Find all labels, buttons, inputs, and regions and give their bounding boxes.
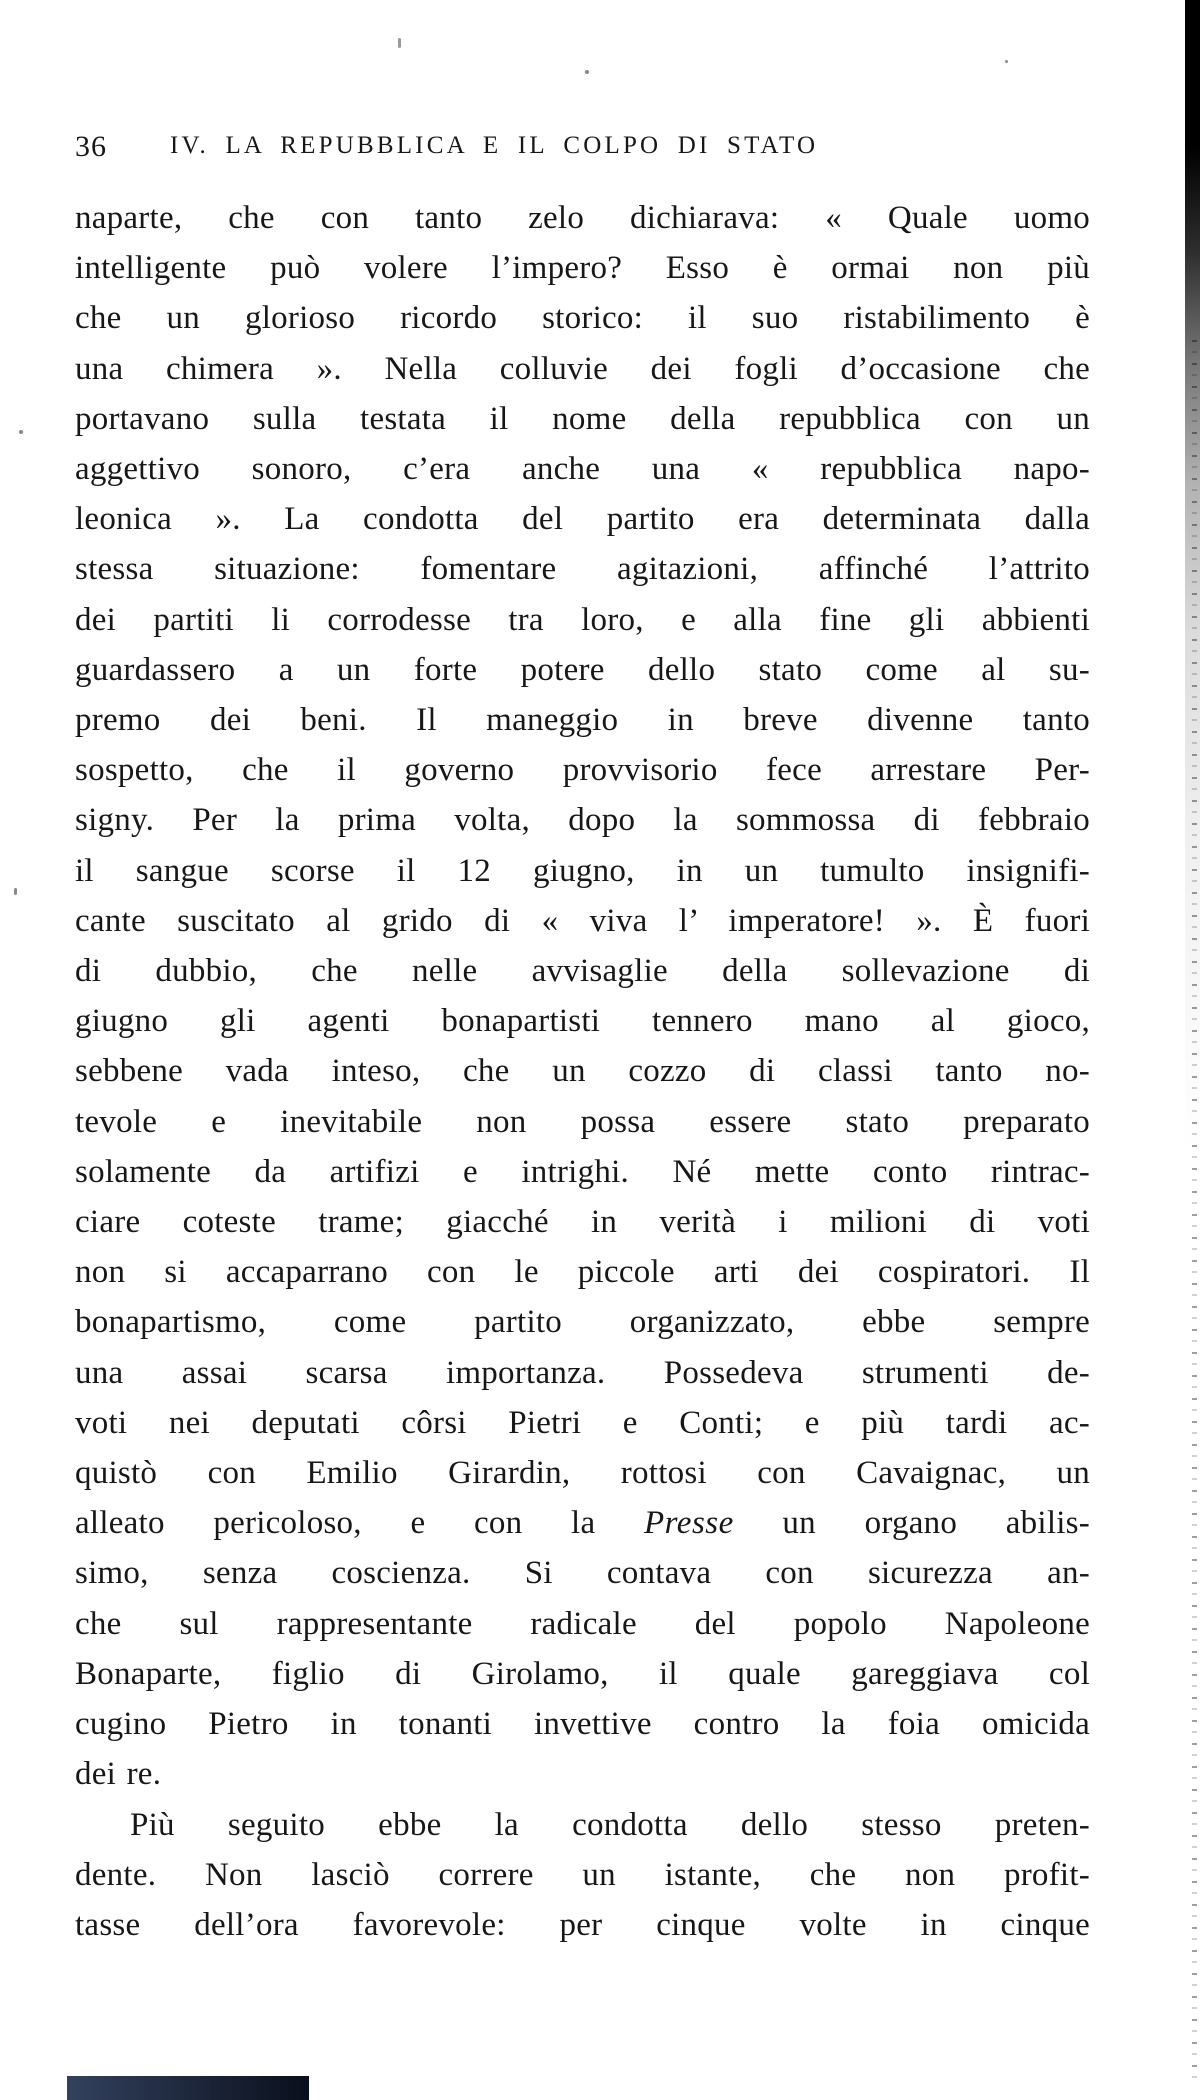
text-line: stessa situazione: fomentare agitazioni, affinché l’attrito <box>75 551 1090 588</box>
text-line: alleato pericoloso, e con la Presse un organo abilis- <box>75 1505 1090 1542</box>
text-line: guardassero a un forte potere dello stato come al su- <box>75 651 1090 688</box>
page-number: 36 <box>75 130 107 163</box>
text-line: intelligente può volere l’impero? Esso è ormai non più <box>75 250 1090 287</box>
text-line: di dubbio, che nelle avvisaglie della sollevazione di <box>75 953 1090 990</box>
scan-speck <box>585 70 589 74</box>
text-line: che sul rappresentante radicale del popolo Napoleone <box>75 1605 1090 1642</box>
text-line: ciare coteste trame; giacché in verità i milioni di voti <box>75 1204 1090 1241</box>
text-line: naparte, che con tanto zelo dichiarava: « Quale uomo <box>75 200 1090 236</box>
text-line: aggettivo sonoro, c’era anche una « repubblica napo- <box>75 451 1090 488</box>
text-line: una assai scarsa importanza. Possedeva strumenti de- <box>75 1354 1090 1391</box>
text-line: non si accaparrano con le piccole arti dei cospiratori. Il <box>75 1254 1090 1291</box>
text-line: tasse dell’ora favorevole: per cinque volte in cinque <box>75 1906 1090 1943</box>
text-line: solamente da artifizi e intrighi. Né mette conto rintrac- <box>75 1153 1090 1190</box>
body-text <box>75 193 1090 1950</box>
text-line: simo, senza coscienza. Si contava con sicurezza an- <box>75 1555 1090 1592</box>
text-line: che un glorioso ricordo storico: il suo ristabilimento è <box>75 300 1090 337</box>
scan-bottom-bar-artifact <box>67 2076 309 2100</box>
text-line: giugno gli agenti bonapartisti tennero mano al gioco, <box>75 1003 1090 1040</box>
scan-speck <box>1005 60 1008 63</box>
text-line: premo dei beni. Il maneggio in breve divenne tanto <box>75 702 1090 739</box>
text-line: sebbene vada inteso, che un cozzo di classi tanto no- <box>75 1053 1090 1090</box>
text-line: una chimera ». Nella colluvie dei fogli d’occasione che <box>75 350 1090 387</box>
text-line: bonapartismo, come partito organizzato, ebbe sempre <box>75 1304 1090 1341</box>
text-line: dei partiti li corrodesse tra loro, e alla fine gli abbienti <box>75 601 1090 638</box>
text-line: cugino Pietro in tonanti invettive contro la foia omicida <box>75 1706 1090 1743</box>
text-line: Più seguito ebbe la condotta dello stesso preten- <box>130 1806 1090 1843</box>
text-line: dente. Non lasciò correre un istante, che non profit- <box>75 1856 1090 1893</box>
text-line: leonica ». La condotta del partito era determinata dalla <box>75 501 1090 538</box>
scan-noise-artifact <box>1192 340 1197 2080</box>
text-line: quistò con Emilio Girardin, rottosi con Cavaignac, un <box>75 1455 1090 1492</box>
text-line: tevole e inevitabile non possa essere stato preparato <box>75 1103 1090 1140</box>
text-line: sospetto, che il governo provvisorio fece arrestare Per- <box>75 752 1090 789</box>
running-title: IV. LA REPUBBLICA E IL COLPO DI STATO <box>170 132 819 159</box>
text-line: cante suscitato al grido di « viva l’ imperatore! ». È fuori <box>75 902 1090 939</box>
text-line: voti nei deputati côrsi Pietri e Conti; e più tardi ac- <box>75 1404 1090 1441</box>
scan-speck <box>398 38 401 48</box>
text-line: signy. Per la prima volta, dopo la sommossa di febbraio <box>75 802 1090 839</box>
text-line: Bonaparte, figlio di Girolamo, il quale gareggiava col <box>75 1655 1090 1692</box>
text-line: il sangue scorse il 12 giugno, in un tumulto insignifi- <box>75 852 1090 889</box>
text-line: portavano sulla testata il nome della repubblica con un <box>75 400 1090 437</box>
text-line: dei re. <box>75 1756 162 1793</box>
scan-speck <box>14 888 17 895</box>
scan-speck <box>19 430 23 434</box>
page-header <box>75 128 1090 162</box>
